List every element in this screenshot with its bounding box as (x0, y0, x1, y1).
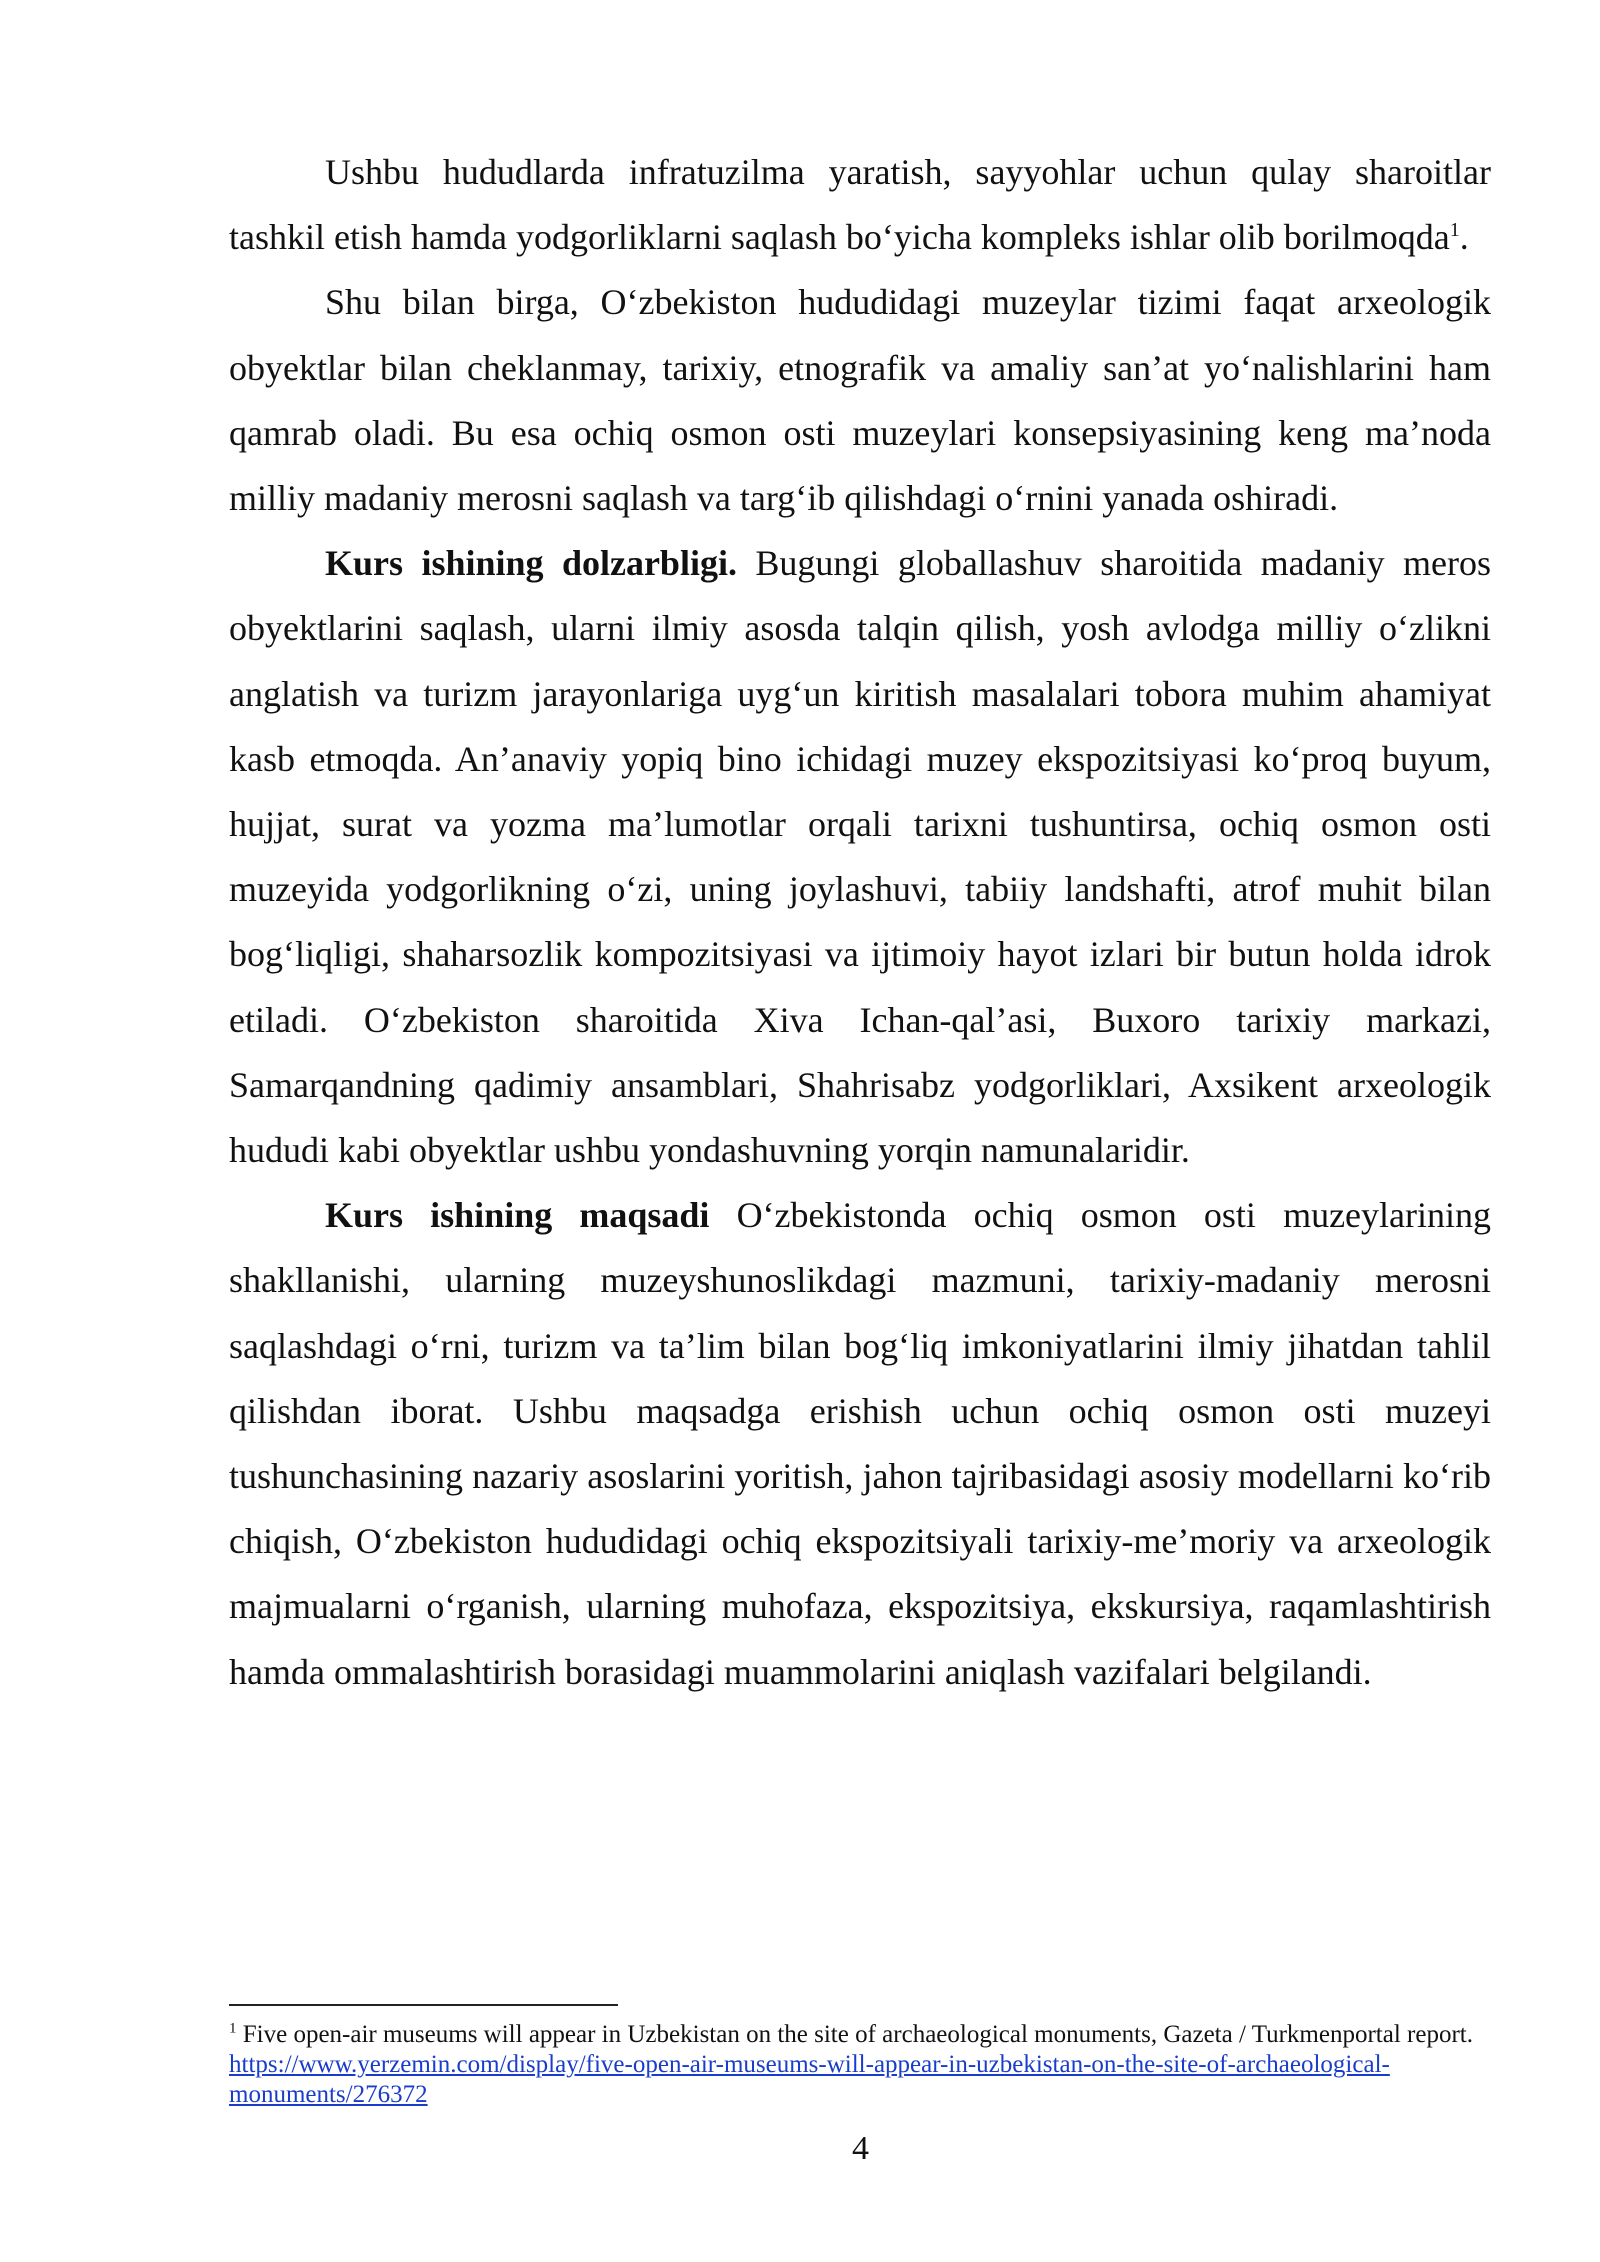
paragraph-text: Ushbu hududlarda infratuzilma yaratish, sayyohlar uchun qulay sharoitlar tashkil etish hamda yodgorliklarni saqlash bo‘yicha kompleks ishlar olib borilmoqda (229, 152, 1491, 258)
paragraph-infrastructure (229, 140, 1491, 270)
paragraph-text: Bugungi globallashuv sharoitida madaniy meros obyektlarini saqlash, ularni ilmiy asosda talqin qilish, yosh avlodga milliy o‘zlikni anglatish va turizm jarayonlariga uyg‘un kiritish masalalari tobora muhim ahamiyat kasb etmoqda. An’anaviy yopiq bino ichidagi muzey ekspozitsiyasi ko‘proq buyum, hujjat, surat va yozma ma’lumotlar orqali tarixni tushuntirsa, ochiq osmon osti muzeyida yodgorlikning o‘zi, uning joylashuvi, tabiiy landshafti, atrof muhit bilan bog‘liqligi, shaharsozlik kompozitsiyasi va ijtimoiy hayot izlari bir butun holda idrok etiladi. O‘zbekiston sharoitida Xiva Ichan-qal’asi, Buxoro tarixiy markazi, Samarqandning qadimiy ansamblari, Shahrisabz yodgorliklari, Axsikent arxeologik hududi kabi obyektlar ushbu yondashuvning yorqin namunalaridir. (229, 543, 1491, 1171)
paragraph-relevance (229, 531, 1491, 1183)
page-number: 4 (852, 2130, 869, 2167)
footnote (229, 2020, 1491, 2110)
footnote-link[interactable]: https://www.yerzemin.com/display/five-open-air-museums-will-appear-in-uzbekistan-on-the-site-of-archaeological-monuments/276372 (229, 2051, 1390, 2108)
paragraph-text: O‘zbekistonda ochiq osmon osti muzeylarining shakllanishi, ularning muzeyshunoslikdagi mazmuni, tarixiy-madaniy merosni saqlashdagi o‘rni, turizm va ta’lim bilan bog‘liq imkoniyatlarini ilmiy jihatdan tahlil qilishdan iborat. Ushbu maqsadga erishish uchun ochiq osmon osti muzeyi tushunchasining nazariy asoslarini yoritish, jahon tajribasidagi asosiy modellarni ko‘rib chiqish, O‘zbekiston hududidagi ochiq ekspozitsiyali tarixiy-me’moriy va arxeologik majmualarni o‘rganish, ularning muhofaza, ekspozitsiya, ekskursiya, raqamlashtirish hamda ommalashtirish borasidagi muammolarini aniqlash vazifalari belgilandi. (229, 1195, 1491, 1692)
footnote-reference[interactable]: 1 (1449, 219, 1460, 242)
relevance-heading: Kurs ishining dolzarbligi. (325, 543, 737, 584)
goal-heading: Kurs ishining maqsadi (325, 1195, 710, 1236)
paragraph-goal (229, 1183, 1491, 1705)
footnote-text: Five open-air museums will appear in Uzbekistan on the site of archaeological monuments, Gazeta / Turkmenportal report. (236, 2021, 1473, 2048)
body-text (229, 140, 1491, 1705)
footnote-number: 1 (229, 2020, 237, 2037)
paragraph-text: Shu bilan birga, O‘zbekiston hududidagi muzeylar tizimi faqat arxeologik obyektlar bilan cheklanmay, tarixiy, etnografik va amaliy san’at yo‘nalishlarini ham qamrab oladi. Bu esa ochiq osmon osti muzeylari konsepsiyasining keng ma’noda milliy madaniy merosni saqlash va targ‘ib qilishdagi o‘rnini yanada oshiradi. (229, 282, 1491, 519)
footnote-divider (229, 2004, 618, 2006)
paragraph-end: . (1459, 217, 1469, 258)
paragraph-museum-system (229, 270, 1491, 531)
